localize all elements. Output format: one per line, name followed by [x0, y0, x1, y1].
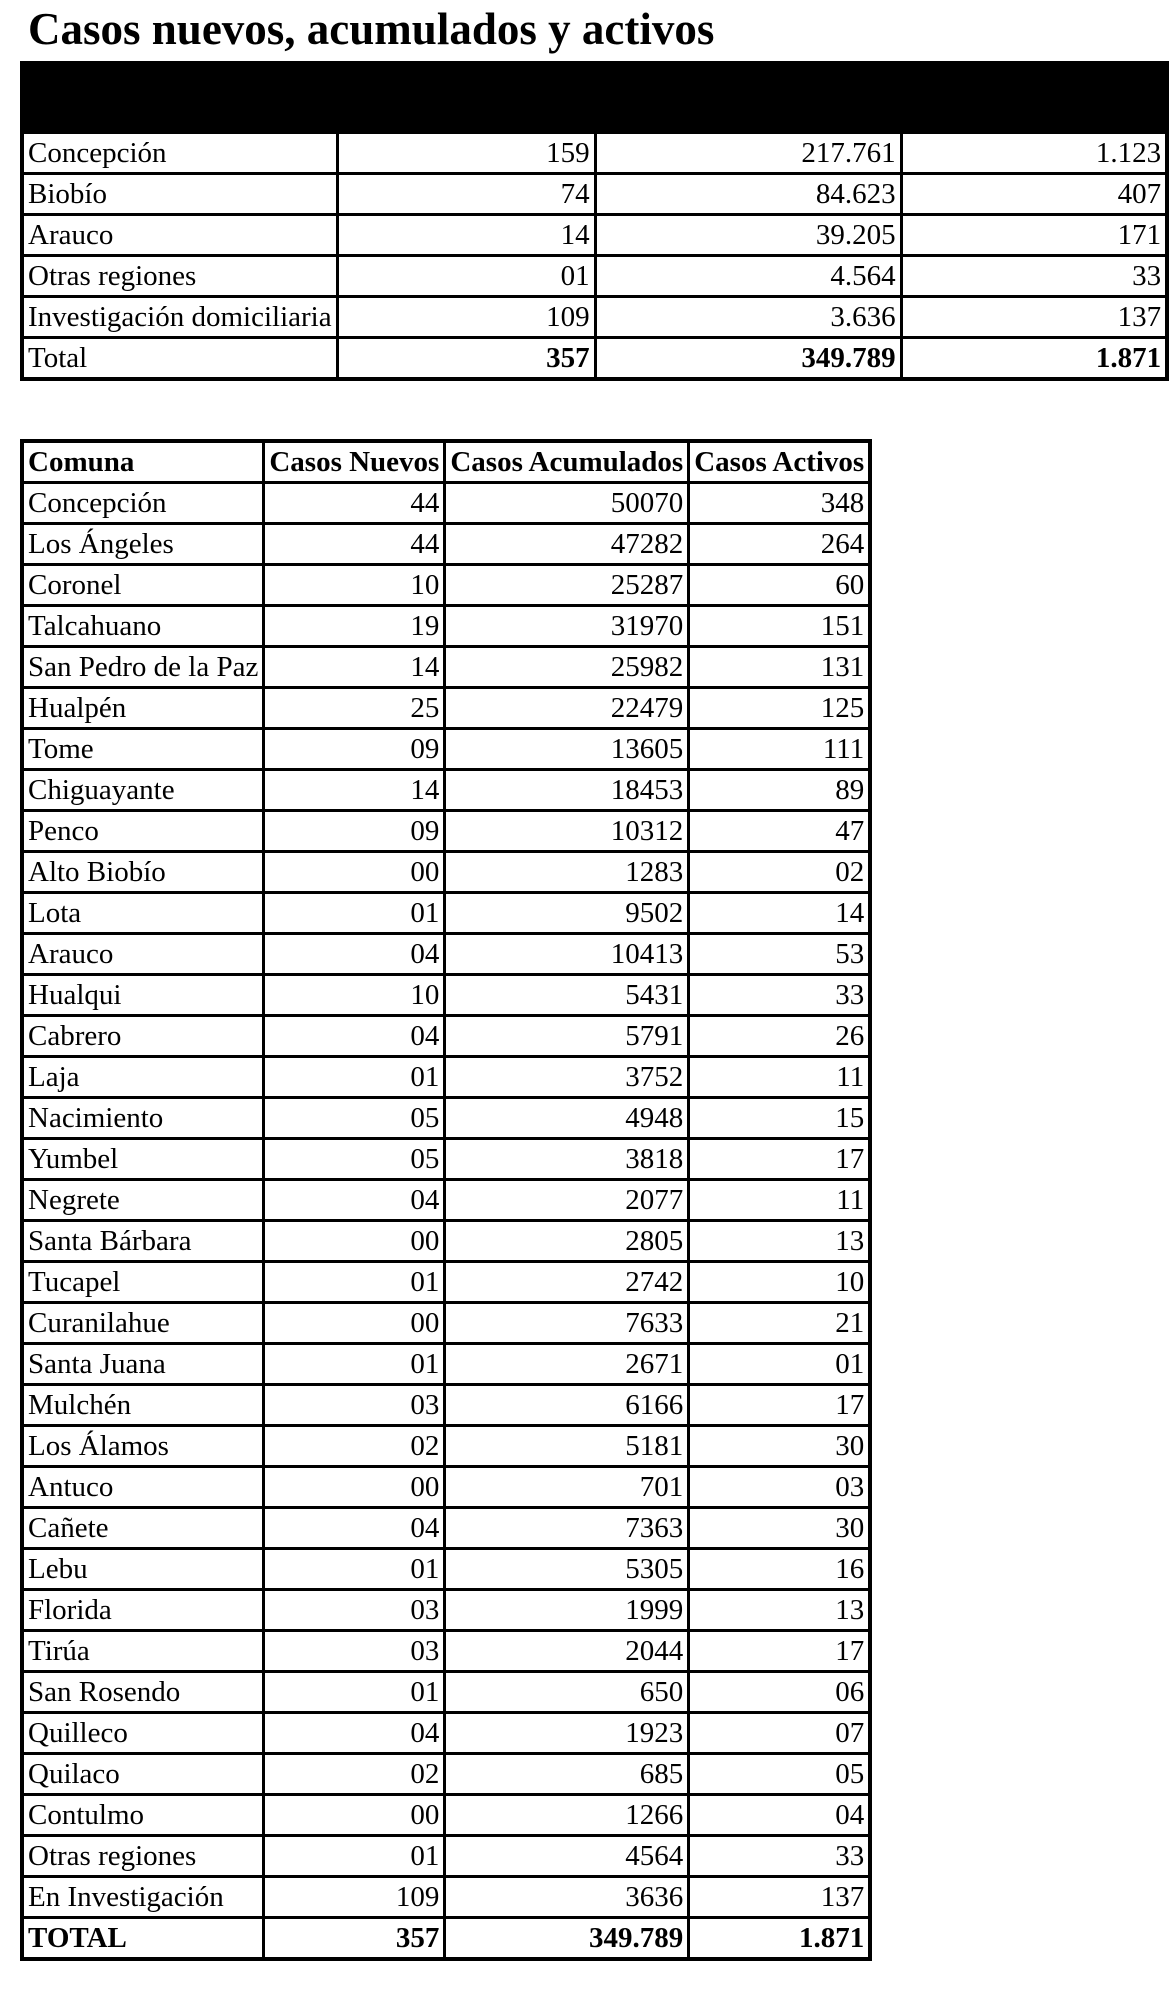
comuna-row	[22, 893, 870, 934]
comuna-row	[22, 1221, 870, 1262]
comuna-table-header-row	[22, 441, 870, 483]
summary-row-label: Arauco	[22, 215, 337, 256]
summary-row-label: Total	[22, 338, 337, 380]
comuna-row	[22, 1836, 870, 1877]
comuna-table-head	[22, 441, 870, 483]
comuna-name: Antuco	[22, 1467, 264, 1508]
comuna-casos-nuevos: 09	[264, 729, 445, 770]
comuna-row	[22, 1467, 870, 1508]
comuna-casos-activos: 53	[689, 934, 870, 975]
comuna-casos-nuevos: 01	[264, 1672, 445, 1713]
comuna-row	[22, 729, 870, 770]
report-page	[0, 4, 1170, 1999]
summary-total-row	[22, 338, 1167, 380]
comuna-casos-activos: 21	[689, 1303, 870, 1344]
comuna-total-activos: 1.871	[689, 1918, 870, 1960]
comuna-casos-activos: 30	[689, 1426, 870, 1467]
comuna-name: Lota	[22, 893, 264, 934]
comuna-casos-acumulados: 5181	[445, 1426, 689, 1467]
comuna-casos-acumulados: 1283	[445, 852, 689, 893]
comuna-row	[22, 1713, 870, 1754]
summary-row-label: Otras regiones	[22, 256, 337, 297]
summary-cell-activos: 1.123	[901, 133, 1167, 174]
summary-table	[20, 61, 1169, 381]
comuna-casos-nuevos: 00	[264, 1795, 445, 1836]
summary-row	[22, 133, 1167, 174]
comuna-casos-acumulados: 1999	[445, 1590, 689, 1631]
comuna-casos-nuevos: 09	[264, 811, 445, 852]
comuna-name: Yumbel	[22, 1139, 264, 1180]
summary-cell-nuevos: 01	[337, 256, 595, 297]
comuna-row	[22, 1549, 870, 1590]
summary-cell-activos: 407	[901, 174, 1167, 215]
comuna-casos-activos: 151	[689, 606, 870, 647]
comuna-total-label: TOTAL	[22, 1918, 264, 1960]
comuna-name: Negrete	[22, 1180, 264, 1221]
comuna-casos-nuevos: 03	[264, 1590, 445, 1631]
comuna-casos-acumulados: 22479	[445, 688, 689, 729]
comuna-casos-acumulados: 10312	[445, 811, 689, 852]
comuna-name: Mulchén	[22, 1385, 264, 1426]
summary-cell-acumulados: 217.761	[595, 133, 901, 174]
comuna-casos-activos: 60	[689, 565, 870, 606]
comuna-row	[22, 1877, 870, 1918]
comuna-casos-nuevos: 10	[264, 565, 445, 606]
comuna-casos-nuevos: 04	[264, 934, 445, 975]
comuna-row	[22, 1795, 870, 1836]
summary-table-redacted-header-row	[22, 63, 1167, 133]
comuna-casos-acumulados: 2805	[445, 1221, 689, 1262]
comuna-row	[22, 1508, 870, 1549]
comuna-casos-acumulados: 9502	[445, 893, 689, 934]
comuna-casos-nuevos: 01	[264, 1262, 445, 1303]
comuna-casos-activos: 348	[689, 483, 870, 524]
summary-row-label: Biobío	[22, 174, 337, 215]
comuna-total-row	[22, 1918, 870, 1960]
comuna-casos-nuevos: 01	[264, 1549, 445, 1590]
page-title: Casos nuevos, acumulados y activos	[28, 4, 715, 54]
comuna-casos-acumulados: 47282	[445, 524, 689, 565]
comuna-row	[22, 1426, 870, 1467]
comuna-casos-activos: 11	[689, 1057, 870, 1098]
comuna-row	[22, 975, 870, 1016]
comuna-casos-acumulados: 31970	[445, 606, 689, 647]
summary-cell-nuevos: 14	[337, 215, 595, 256]
summary-cell-activos: 1.871	[901, 338, 1167, 380]
comuna-casos-activos: 15	[689, 1098, 870, 1139]
comuna-name: Cabrero	[22, 1016, 264, 1057]
comuna-row	[22, 1672, 870, 1713]
comuna-name: San Rosendo	[22, 1672, 264, 1713]
comuna-name: Tirúa	[22, 1631, 264, 1672]
comuna-casos-nuevos: 00	[264, 1467, 445, 1508]
comuna-name: Lebu	[22, 1549, 264, 1590]
comuna-casos-activos: 111	[689, 729, 870, 770]
comuna-casos-acumulados: 13605	[445, 729, 689, 770]
comuna-name: Concepción	[22, 483, 264, 524]
comuna-casos-nuevos: 44	[264, 524, 445, 565]
comuna-row	[22, 565, 870, 606]
comuna-casos-acumulados: 10413	[445, 934, 689, 975]
comuna-casos-nuevos: 04	[264, 1713, 445, 1754]
summary-cell-activos: 171	[901, 215, 1167, 256]
comuna-casos-acumulados: 18453	[445, 770, 689, 811]
comuna-casos-acumulados: 2044	[445, 1631, 689, 1672]
comuna-total-nuevos: 357	[264, 1918, 445, 1960]
comuna-casos-acumulados: 5791	[445, 1016, 689, 1057]
summary-cell-acumulados: 84.623	[595, 174, 901, 215]
comuna-row	[22, 1631, 870, 1672]
comuna-casos-activos: 17	[689, 1631, 870, 1672]
comuna-casos-acumulados: 3636	[445, 1877, 689, 1918]
comuna-name: Hualpén	[22, 688, 264, 729]
summary-table-body	[22, 63, 1167, 379]
comuna-row	[22, 1139, 870, 1180]
comuna-row	[22, 770, 870, 811]
comuna-casos-nuevos: 05	[264, 1098, 445, 1139]
column-header-casos-nuevos: Casos Nuevos	[264, 441, 445, 483]
comuna-casos-acumulados: 685	[445, 1754, 689, 1795]
comuna-casos-nuevos: 25	[264, 688, 445, 729]
comuna-row	[22, 1385, 870, 1426]
comuna-casos-activos: 03	[689, 1467, 870, 1508]
comuna-casos-nuevos: 04	[264, 1016, 445, 1057]
comuna-casos-activos: 33	[689, 1836, 870, 1877]
comuna-casos-acumulados: 4948	[445, 1098, 689, 1139]
comuna-casos-activos: 04	[689, 1795, 870, 1836]
comuna-casos-nuevos: 05	[264, 1139, 445, 1180]
comuna-row	[22, 688, 870, 729]
comuna-casos-nuevos: 109	[264, 1877, 445, 1918]
comuna-table-body	[22, 483, 870, 1960]
comuna-row	[22, 1057, 870, 1098]
comuna-casos-nuevos: 44	[264, 483, 445, 524]
summary-cell-nuevos: 159	[337, 133, 595, 174]
comuna-casos-activos: 11	[689, 1180, 870, 1221]
comuna-casos-acumulados: 2742	[445, 1262, 689, 1303]
comuna-name: Arauco	[22, 934, 264, 975]
comuna-row	[22, 647, 870, 688]
comuna-name: Quilaco	[22, 1754, 264, 1795]
comuna-casos-nuevos: 10	[264, 975, 445, 1016]
comuna-casos-nuevos: 00	[264, 1303, 445, 1344]
comuna-casos-activos: 264	[689, 524, 870, 565]
comuna-name: Talcahuano	[22, 606, 264, 647]
comuna-casos-acumulados: 1923	[445, 1713, 689, 1754]
comuna-name: Curanilahue	[22, 1303, 264, 1344]
summary-cell-nuevos: 357	[337, 338, 595, 380]
comuna-casos-activos: 33	[689, 975, 870, 1016]
comuna-casos-nuevos: 14	[264, 770, 445, 811]
comuna-casos-activos: 02	[689, 852, 870, 893]
summary-cell-acumulados: 3.636	[595, 297, 901, 338]
comuna-name: Santa Bárbara	[22, 1221, 264, 1262]
comuna-casos-acumulados: 6166	[445, 1385, 689, 1426]
comuna-casos-acumulados: 3818	[445, 1139, 689, 1180]
comuna-casos-acumulados: 3752	[445, 1057, 689, 1098]
column-header-casos-activos: Casos Activos	[689, 441, 870, 483]
summary-cell-acumulados: 349.789	[595, 338, 901, 380]
comuna-casos-nuevos: 14	[264, 647, 445, 688]
summary-cell-nuevos: 109	[337, 297, 595, 338]
comuna-row	[22, 524, 870, 565]
comuna-casos-acumulados: 50070	[445, 483, 689, 524]
comuna-casos-activos: 17	[689, 1385, 870, 1426]
comuna-casos-activos: 07	[689, 1713, 870, 1754]
comuna-casos-acumulados: 25982	[445, 647, 689, 688]
comuna-row	[22, 483, 870, 524]
comuna-row	[22, 852, 870, 893]
comuna-name: Nacimiento	[22, 1098, 264, 1139]
column-header-casos-acumulados: Casos Acumulados	[445, 441, 689, 483]
comuna-casos-acumulados: 7633	[445, 1303, 689, 1344]
summary-row-label: Concepción	[22, 133, 337, 174]
comuna-casos-acumulados: 2671	[445, 1344, 689, 1385]
summary-cell-acumulados: 4.564	[595, 256, 901, 297]
summary-table-redacted-header	[22, 63, 1167, 133]
comuna-casos-activos: 17	[689, 1139, 870, 1180]
comuna-casos-activos: 16	[689, 1549, 870, 1590]
comuna-name: Tome	[22, 729, 264, 770]
comuna-casos-nuevos: 03	[264, 1385, 445, 1426]
comuna-casos-activos: 137	[689, 1877, 870, 1918]
comuna-row	[22, 1180, 870, 1221]
comuna-casos-activos: 30	[689, 1508, 870, 1549]
comuna-name: En Investigación	[22, 1877, 264, 1918]
comuna-total-acumulados: 349.789	[445, 1918, 689, 1960]
comuna-casos-nuevos: 01	[264, 893, 445, 934]
comuna-row	[22, 1016, 870, 1057]
comuna-casos-acumulados: 5431	[445, 975, 689, 1016]
comuna-name: Los Ángeles	[22, 524, 264, 565]
comuna-row	[22, 1754, 870, 1795]
comuna-name: Quilleco	[22, 1713, 264, 1754]
summary-row	[22, 174, 1167, 215]
comuna-name: Santa Juana	[22, 1344, 264, 1385]
comuna-table	[20, 439, 872, 1961]
comuna-casos-activos: 01	[689, 1344, 870, 1385]
comuna-casos-nuevos: 04	[264, 1180, 445, 1221]
summary-cell-acumulados: 39.205	[595, 215, 901, 256]
comuna-name: Cañete	[22, 1508, 264, 1549]
comuna-casos-activos: 13	[689, 1590, 870, 1631]
summary-cell-activos: 33	[901, 256, 1167, 297]
comuna-row	[22, 606, 870, 647]
comuna-casos-activos: 14	[689, 893, 870, 934]
comuna-casos-nuevos: 01	[264, 1057, 445, 1098]
comuna-name: Los Álamos	[22, 1426, 264, 1467]
comuna-name: Otras regiones	[22, 1836, 264, 1877]
comuna-casos-acumulados: 2077	[445, 1180, 689, 1221]
comuna-row	[22, 1344, 870, 1385]
comuna-casos-activos: 131	[689, 647, 870, 688]
comuna-name: Hualqui	[22, 975, 264, 1016]
comuna-name: Florida	[22, 1590, 264, 1631]
comuna-casos-acumulados: 25287	[445, 565, 689, 606]
comuna-name: Alto Biobío	[22, 852, 264, 893]
summary-row	[22, 215, 1167, 256]
summary-row	[22, 297, 1167, 338]
comuna-row	[22, 1590, 870, 1631]
comuna-row	[22, 1098, 870, 1139]
comuna-casos-nuevos: 00	[264, 852, 445, 893]
comuna-casos-acumulados: 650	[445, 1672, 689, 1713]
comuna-casos-acumulados: 701	[445, 1467, 689, 1508]
comuna-casos-nuevos: 04	[264, 1508, 445, 1549]
comuna-row	[22, 1262, 870, 1303]
comuna-casos-nuevos: 01	[264, 1836, 445, 1877]
comuna-casos-acumulados: 4564	[445, 1836, 689, 1877]
comuna-casos-activos: 06	[689, 1672, 870, 1713]
comuna-casos-activos: 26	[689, 1016, 870, 1057]
comuna-casos-nuevos: 02	[264, 1754, 445, 1795]
comuna-casos-nuevos: 00	[264, 1221, 445, 1262]
comuna-casos-activos: 13	[689, 1221, 870, 1262]
comuna-name: Laja	[22, 1057, 264, 1098]
comuna-casos-acumulados: 1266	[445, 1795, 689, 1836]
comuna-casos-nuevos: 01	[264, 1344, 445, 1385]
comuna-name: Penco	[22, 811, 264, 852]
comuna-casos-nuevos: 02	[264, 1426, 445, 1467]
summary-row-label: Investigación domiciliaria	[22, 297, 337, 338]
comuna-name: San Pedro de la Paz	[22, 647, 264, 688]
comuna-casos-nuevos: 03	[264, 1631, 445, 1672]
column-header-comuna: Comuna	[22, 441, 264, 483]
comuna-name: Contulmo	[22, 1795, 264, 1836]
comuna-name: Coronel	[22, 565, 264, 606]
comuna-casos-activos: 125	[689, 688, 870, 729]
summary-row	[22, 256, 1167, 297]
comuna-casos-activos: 10	[689, 1262, 870, 1303]
comuna-casos-acumulados: 5305	[445, 1549, 689, 1590]
comuna-name: Tucapel	[22, 1262, 264, 1303]
comuna-row	[22, 811, 870, 852]
comuna-casos-activos: 89	[689, 770, 870, 811]
summary-cell-nuevos: 74	[337, 174, 595, 215]
comuna-row	[22, 934, 870, 975]
comuna-casos-activos: 05	[689, 1754, 870, 1795]
comuna-casos-activos: 47	[689, 811, 870, 852]
comuna-casos-nuevos: 19	[264, 606, 445, 647]
comuna-row	[22, 1303, 870, 1344]
comuna-name: Chiguayante	[22, 770, 264, 811]
comuna-casos-acumulados: 7363	[445, 1508, 689, 1549]
summary-cell-activos: 137	[901, 297, 1167, 338]
